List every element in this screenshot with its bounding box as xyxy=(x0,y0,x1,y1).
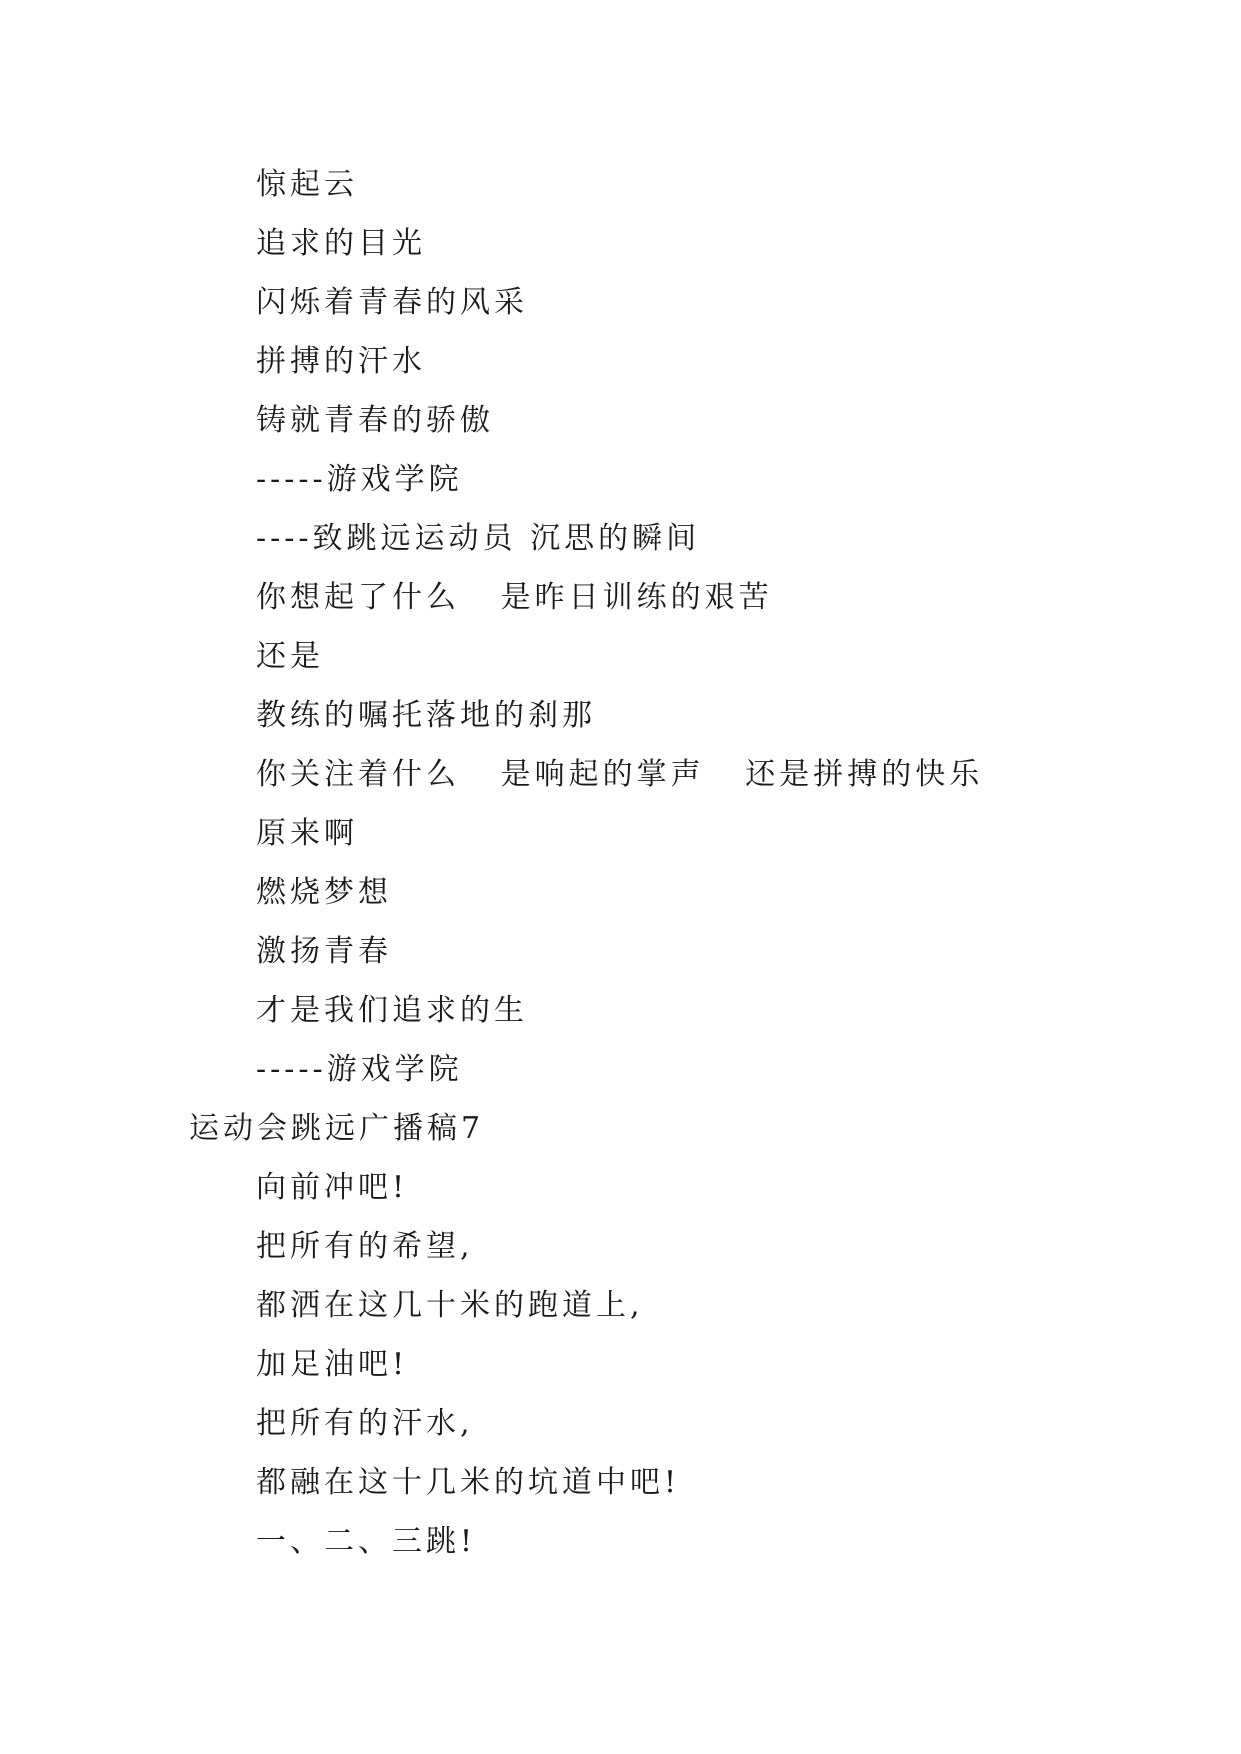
poem-line: 拼搏的汗水 xyxy=(256,344,426,379)
poem-dedication: ----致跳远运动员 沉思的瞬间 xyxy=(256,521,701,556)
poem-signature: -----游戏学院 xyxy=(256,1052,463,1087)
poem-line: 才是我们追求的生 xyxy=(256,993,528,1028)
poem-line: 还是 xyxy=(256,639,324,674)
poem-line: 你关注着什么 是响起的掌声 还是拼搏的快乐 xyxy=(256,757,984,792)
poem-line: 把所有的汗水, xyxy=(256,1406,474,1441)
poem-line: 一、二、三跳! xyxy=(256,1524,477,1559)
poem-line: 原来啊 xyxy=(256,816,358,851)
poem-line: 惊起云 xyxy=(256,167,358,202)
section-title: 运动会跳远广播稿7 xyxy=(189,1111,485,1146)
poem-line: 追求的目光 xyxy=(256,226,426,261)
poem-signature: -----游戏学院 xyxy=(256,462,463,497)
poem-1 xyxy=(0,155,1241,509)
poem-line: 燃烧梦想 xyxy=(256,875,392,910)
poem-line: 教练的嘱托落地的刹那 xyxy=(256,698,596,733)
poem-2 xyxy=(0,509,1241,1099)
poem-line: 你想起了什么 是昨日训练的艰苦 xyxy=(256,580,773,615)
poem-line: 都融在这十几米的坑道中吧! xyxy=(256,1465,681,1500)
poem-line: 都洒在这几十米的跑道上, xyxy=(256,1288,644,1323)
poem-line: 闪烁着青春的风采 xyxy=(256,285,528,320)
poem-line: 激扬青春 xyxy=(256,934,392,969)
poem-line: 把所有的希望, xyxy=(256,1229,474,1264)
section-7 xyxy=(0,1099,1241,1571)
poem-line: 加足油吧! xyxy=(256,1347,409,1382)
poem-line: 向前冲吧! xyxy=(256,1170,409,1205)
poem-line: 铸就青春的骄傲 xyxy=(256,403,494,438)
